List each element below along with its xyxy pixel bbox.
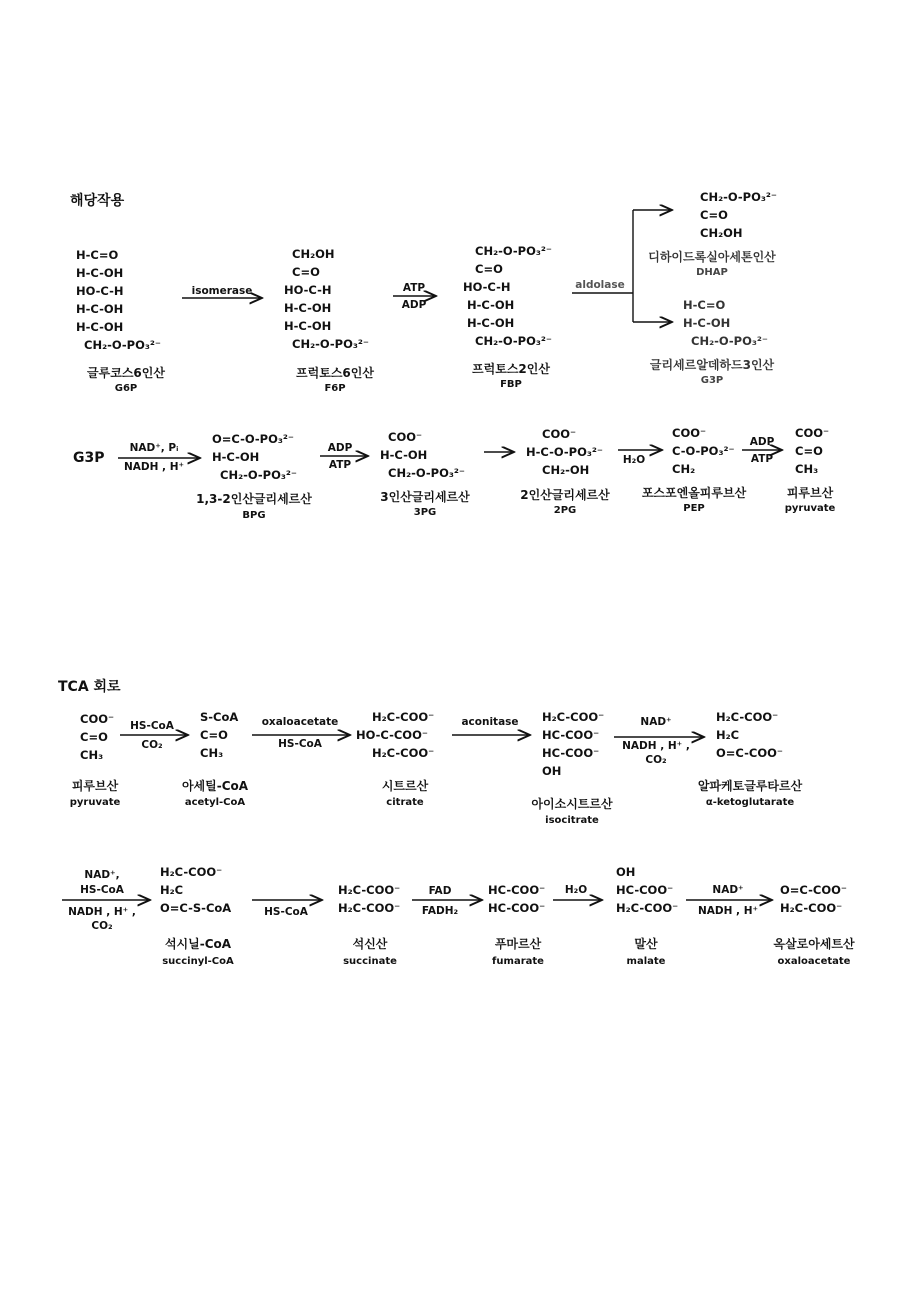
h2o-removed: H₂O [622,454,646,466]
tca-co2-out: CO₂ [141,739,163,751]
succinate-korean-name: 석신산 [352,937,388,951]
pyruvate-korean-name: 피루브산 [786,486,834,500]
malate-structure: OH HC-COO⁻ H₂C-COO⁻ [616,865,679,915]
pg3-abbr: 3PG [413,507,437,518]
akg-structure: H₂C-COO⁻ H₂C O=C-COO⁻ [716,710,783,760]
f6p-korean-name: 프럭토스6인산 [296,366,374,380]
tca-nad-2: NAD⁺, [84,869,120,881]
pg3-korean-name: 3인산글리세르산 [380,490,470,504]
enzyme-aconitase: aconitase [461,716,519,728]
cofactor-atp: ATP [402,282,426,294]
f6p-structure: CH₂OH C=O HO-C-H H-C-OH H-C-OH CH₂-O-PO₃²⁻ [284,247,369,351]
section-title-glycolysis: 해당작용 [70,193,125,209]
cofactor-nad-pi: NAD⁺, Pᵢ [129,442,179,454]
cofactor-adp-3: ADP [749,436,775,448]
cofactor-atp-3: ATP [750,453,774,465]
fumarate-korean-name: 푸마르산 [494,937,542,951]
fumarate-english-name: fumarate [492,956,544,967]
akg-english-name: α-ketoglutarate [705,797,795,808]
tca-hscoa-2: HS-CoA [80,884,124,896]
akg-korean-name: 알파케토글루타르산 [697,779,803,793]
citrate-structure: H₂C-COO⁻ HO-C-COO⁻ H₂C-COO⁻ [356,710,435,760]
oxaloacetate-english-name: oxaloacetate [777,956,851,967]
citrate-korean-name: 시트르산 [381,779,429,793]
tca-hscoa-3: HS-CoA [264,906,308,918]
acetyl-korean-name: 아세틸-CoA [181,779,249,793]
fbp-structure: CH₂-O-PO₃²⁻ C=O HO-C-H H-C-OH H-C-OH CH₂-O-PO₃²⁻ [463,244,552,348]
pyruvate-abbr: pyruvate [784,503,836,514]
tca-h2o: H₂O [564,884,588,896]
pep-korean-name: 포스포엔올피루브산 [641,486,747,500]
g3p-korean-name: 글리세르알데하드3인산 [649,358,775,372]
tca-nad-1: NAD⁺ [640,716,672,728]
acetyl-english-name: acetyl-CoA [184,797,246,808]
isocitrate-english-name: isocitrate [545,815,599,826]
dhap-abbr: DHAP [696,267,728,278]
pg2-structure: COO⁻ H-C-O-PO₃²⁻ CH₂-OH [526,427,603,477]
isocitrate-structure: H₂C-COO⁻ HC-COO⁻ HC-COO⁻ OH [542,710,605,778]
pg2-abbr: 2PG [553,505,577,516]
pep-abbr: PEP [683,503,705,514]
enzyme-isomerase: isomerase [191,285,253,297]
oxaloacetate-korean-name: 옥살로아세트산 [773,937,855,951]
pyruvate-structure: COO⁻ C=O CH₃ [795,426,830,476]
succinylcoa-english-name: succinyl-CoA [162,956,234,967]
tca-fad: FAD [428,885,452,897]
cofactor-atp-2: ATP [328,459,352,471]
g6p-abbr: G6P [114,383,138,394]
tca-fadh2: FADH₂ [421,905,459,917]
succinylcoa-korean-name: 석시닐-CoA [164,937,232,951]
tca-pyruvate-structure: COO⁻ C=O CH₃ [80,712,115,762]
acetyl-structure: S-CoA C=O CH₃ [200,710,239,760]
succinate-structure: H₂C-COO⁻ H₂C-COO⁻ [338,883,401,915]
tca-hscoa-in: HS-CoA [130,720,174,732]
tca-nadh-2: NADH , H⁺ , [68,906,136,918]
pep-structure: COO⁻ C-O-PO₃²⁻ CH₂ [672,426,735,476]
tca-hscoa-out: HS-CoA [278,738,322,750]
g6p-korean-name: 글루코스6인산 [87,366,165,380]
g3p-abbr: G3P [700,375,724,386]
fbp-abbr: FBP [500,379,522,390]
tca-nad-3: NAD⁺ [712,884,744,896]
pg3-structure: COO⁻ H-C-OH CH₂-O-PO₃²⁻ [380,430,465,480]
dhap-korean-name: 디하이드록실아세톤인산 [648,250,776,264]
cofactor-adp-2: ADP [327,442,353,454]
g3p-structure: H-C=O H-C-OH CH₂-O-PO₃²⁻ [683,298,768,348]
citrate-english-name: citrate [386,797,424,808]
pg2-korean-name: 2인산글리세르산 [520,488,610,502]
dhap-structure: CH₂-O-PO₃²⁻ C=O CH₂OH [700,190,777,240]
enzyme-aldolase: aldolase [575,279,625,291]
tca-co2-1: CO₂ [645,754,667,766]
cofactor-adp: ADP [401,299,427,311]
malate-english-name: malate [626,956,666,967]
tca-nadh-1: NADH , H⁺ , [622,740,690,752]
cofactor-nadh-h: NADH , H⁺ [123,461,185,473]
bpg-korean-name: 1,3-2인산글리세르산 [196,492,312,506]
isocitrate-korean-name: 아이소시트르산 [531,797,613,811]
bpg-structure: O=C-O-PO₃²⁻ H-C-OH CH₂-O-PO₃²⁻ [212,432,297,482]
tca-pyruvate-korean-name: 피루브산 [71,779,119,793]
g3p-start-label: G3P [73,450,105,466]
succinylcoa-structure: H₂C-COO⁻ H₂C O=C-S-CoA [160,865,232,915]
bpg-abbr: BPG [242,510,266,521]
g6p-structure: H-C=O H-C-OH HO-C-H H-C-OH H-C-OH CH₂-O-PO₃²⁻ [76,248,161,352]
fumarate-structure: HC-COO⁻ HC-COO⁻ [488,883,546,915]
fbp-korean-name: 프럭토스2인산 [472,362,550,376]
section-title-tca: TCA 회로 [58,679,121,695]
tca-nadh-3: NADH , H⁺ [697,905,759,917]
malate-korean-name: 말산 [634,937,658,951]
oxaloacetate-structure: O=C-COO⁻ H₂C-COO⁻ [780,883,847,915]
f6p-abbr: F6P [324,383,346,394]
tca-pyruvate-english-name: pyruvate [69,797,121,808]
tca-oxaloacetate-in: oxaloacetate [261,716,339,728]
succinate-english-name: succinate [343,956,397,967]
tca-co2-2: CO₂ [91,920,113,932]
